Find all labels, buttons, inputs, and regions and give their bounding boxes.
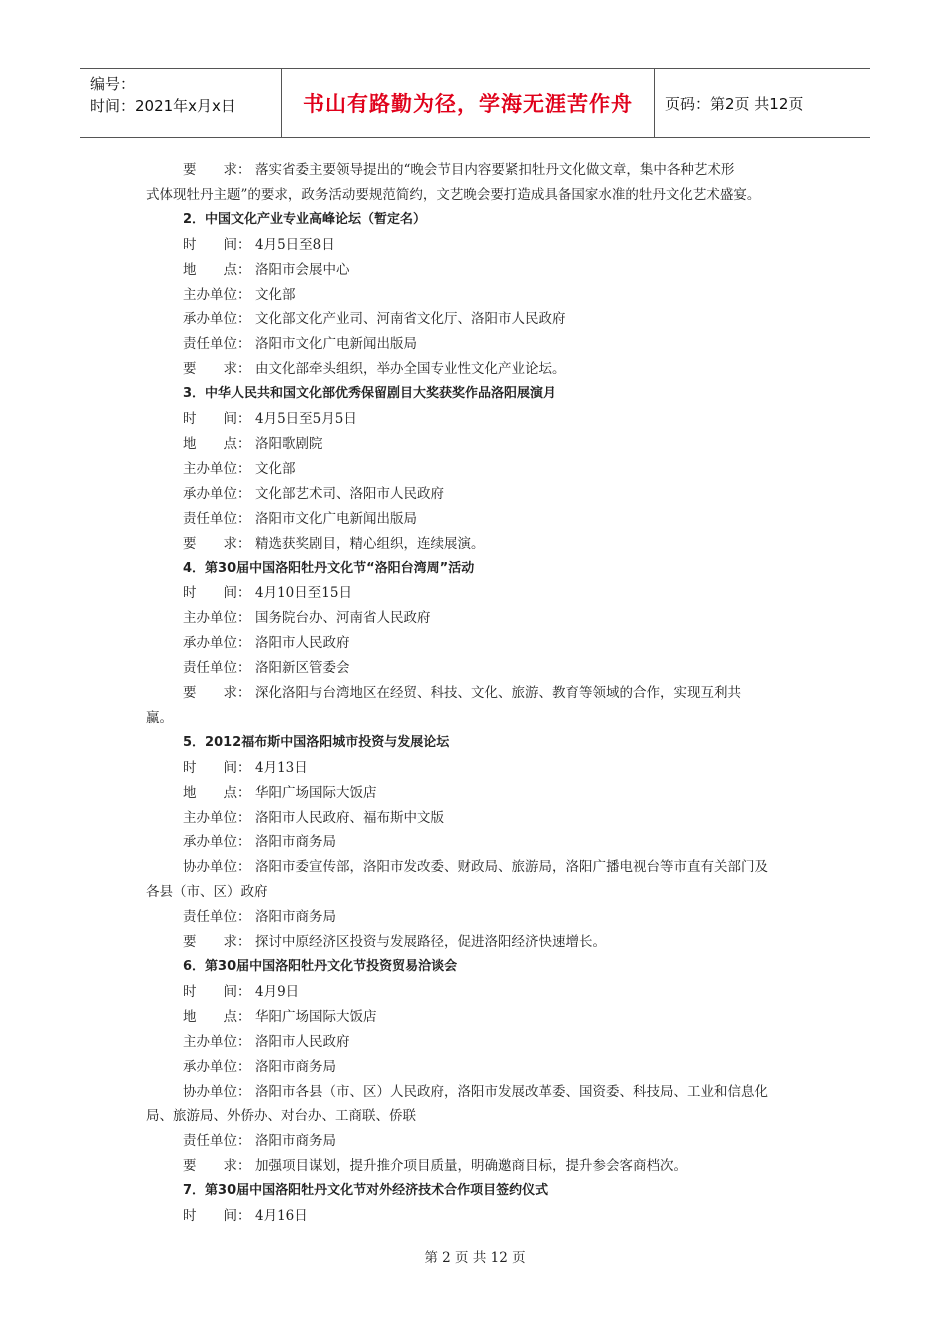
continuation-line: 局、旅游局、外侨办、对台办、工商联、侨联 [146, 1108, 416, 1125]
field-value: 落实省委主要领导提出的“晚会节目内容要紧扣牡丹文化做文章，集中各种艺术形 [255, 162, 735, 178]
field-line [146, 432, 806, 457]
field-line [146, 905, 806, 930]
field-label: 时 间： [183, 585, 251, 602]
field-line [146, 457, 806, 482]
field-label: 责任单位： [183, 909, 251, 926]
field-value: 华阳广场国际大饭店 [255, 1008, 377, 1025]
field-line [146, 631, 806, 656]
field-line [146, 283, 806, 308]
field-line [146, 606, 806, 631]
page-header [80, 68, 870, 138]
field-label: 要 求： [183, 934, 251, 951]
field-value: 洛阳市文化广电新闻出版局 [255, 336, 417, 353]
section-heading: 3．中华人民共和国文化部优秀保留剧目大奖获奖作品洛阳展演月 [183, 386, 557, 402]
header-motto-cell [282, 69, 655, 137]
field-label: 协办单位： [183, 1083, 251, 1100]
field-value: 洛阳市各县（市、区）人民政府，洛阳市发展改革委、国资委、科技局、工业和信息化 [255, 1083, 768, 1100]
field-line [146, 1030, 806, 1055]
field-value: 洛阳市人民政府 [255, 1033, 350, 1050]
field-label: 地 点： [183, 261, 251, 278]
continuation-line: 赢。 [146, 709, 173, 726]
field-label: 要 求： [183, 1158, 251, 1175]
field-value: 深化洛阳与台湾地区在经贸、科技、文化、旅游、教育等领域的合作，实现互利共 [255, 685, 741, 702]
field-line [146, 307, 806, 332]
continuation-line: 各县（市、区）政府 [146, 884, 268, 901]
field-value: 4月10日至15日 [255, 585, 352, 602]
field-label: 承办单位： [183, 1058, 251, 1075]
field-value: 4月16日 [255, 1208, 308, 1225]
field-line [146, 258, 806, 283]
field-value: 洛阳歌剧院 [255, 435, 323, 452]
field-value: 4月5日至8日 [255, 236, 335, 253]
field-label: 责任单位： [183, 660, 251, 677]
field-value: 华阳广场国际大饭店 [255, 784, 377, 801]
field-line [146, 855, 806, 880]
field-line [146, 158, 806, 183]
field-line [146, 830, 806, 855]
field-label: 时 间： [183, 1208, 251, 1225]
field-label: 主办单位： [183, 610, 251, 627]
field-line [146, 806, 806, 831]
section-heading: 6．第30届中国洛阳牡丹文化节投资贸易洽谈会 [183, 959, 458, 974]
field-label: 要 求： [183, 162, 251, 178]
field-value: 加强项目谋划，提升推介项目质量，明确邀商目标，提升参会客商档次。 [255, 1158, 687, 1175]
field-value: 探讨中原经济区投资与发展路径，促进洛阳经济快速增长。 [255, 934, 606, 951]
field-label: 主办单位： [183, 1033, 251, 1050]
field-label: 地 点： [183, 435, 251, 452]
page-footer: 第 2 页 共 12 页 [424, 1250, 526, 1266]
field-line [146, 332, 806, 357]
field-line [146, 1055, 806, 1080]
field-value: 4月13日 [255, 759, 308, 776]
field-line [146, 532, 806, 557]
field-value: 洛阳市商务局 [255, 1058, 336, 1075]
field-label: 地 点： [183, 784, 251, 801]
field-line [146, 1080, 806, 1105]
field-label: 时 间： [183, 411, 251, 428]
field-line [146, 233, 806, 258]
field-label: 协办单位： [183, 859, 251, 876]
header-motto: 书山有路勤为径，学海无涯苦作舟 [303, 92, 633, 116]
field-value: 4月9日 [255, 983, 300, 1000]
section-heading: 4．第30届中国洛阳牡丹文化节“洛阳台湾周”活动 [183, 560, 475, 576]
field-label: 主办单位： [183, 286, 251, 303]
field-label: 责任单位： [183, 510, 251, 527]
field-value: 文化部文化产业司、河南省文化厅、洛阳市人民政府 [255, 311, 566, 328]
field-line [146, 781, 806, 806]
field-label: 时 间： [183, 759, 251, 776]
field-label: 责任单位： [183, 336, 251, 353]
field-value: 洛阳市商务局 [255, 1133, 336, 1150]
field-label: 主办单位： [183, 460, 251, 477]
field-line [146, 357, 806, 382]
continuation-line: 式体现牡丹主题”的要求，政务活动要规范简约，文艺晚会要打造成具备国家水准的牡丹文化艺术盛宴。 [146, 186, 761, 203]
field-line [146, 1129, 806, 1154]
field-line [146, 681, 806, 706]
field-line [146, 980, 806, 1005]
field-label: 承办单位： [183, 635, 251, 652]
field-value: 4月5日至5月5日 [255, 411, 357, 428]
doc-number-label: 编号： [90, 75, 136, 93]
header-page-info: 页码：第2页 共12页 [665, 94, 804, 113]
field-label: 责任单位： [183, 1133, 251, 1150]
section-heading: 2．中国文化产业专业高峰论坛（暂定名） [183, 211, 427, 227]
field-line [146, 1204, 806, 1229]
field-line [146, 407, 806, 432]
field-value: 文化部艺术司、洛阳市人民政府 [255, 485, 444, 502]
field-value: 精选获奖剧目，精心组织，连续展演。 [255, 535, 485, 552]
field-value: 由文化部牵头组织，举办全国专业性文化产业论坛。 [255, 361, 566, 378]
field-line [146, 581, 806, 606]
field-label: 承办单位： [183, 485, 251, 502]
field-line [146, 930, 806, 955]
field-label: 要 求： [183, 535, 251, 552]
field-line [146, 1005, 806, 1030]
field-value: 洛阳市商务局 [255, 909, 336, 926]
section-heading: 5．2012福布斯中国洛阳城市投资与发展论坛 [183, 734, 450, 750]
header-meta [80, 69, 282, 137]
field-label: 承办单位： [183, 834, 251, 851]
doc-time-label: 时间：2021年x月x日 [90, 97, 236, 115]
field-label: 时 间： [183, 983, 251, 1000]
field-label: 承办单位： [183, 311, 251, 328]
field-value: 洛阳市商务局 [255, 834, 336, 851]
field-line [146, 1154, 806, 1179]
field-line [146, 507, 806, 532]
field-value: 国务院台办、河南省人民政府 [255, 610, 431, 627]
field-value: 文化部 [255, 286, 296, 303]
field-value: 洛阳新区管委会 [255, 660, 350, 677]
field-value: 洛阳市文化广电新闻出版局 [255, 510, 417, 527]
field-value: 洛阳市人民政府 [255, 635, 350, 652]
section-heading: 7．第30届中国洛阳牡丹文化节对外经济技术合作项目签约仪式 [183, 1183, 549, 1199]
field-label: 地 点： [183, 1008, 251, 1025]
field-label: 主办单位： [183, 809, 251, 826]
field-line [146, 756, 806, 781]
field-value: 文化部 [255, 460, 296, 477]
document-body [146, 158, 806, 1229]
field-label: 时 间： [183, 236, 251, 253]
field-value: 洛阳市会展中心 [255, 261, 350, 278]
field-line [146, 482, 806, 507]
field-line [146, 656, 806, 681]
field-value: 洛阳市人民政府、福布斯中文版 [255, 809, 444, 826]
field-value: 洛阳市委宣传部，洛阳市发改委、财政局、旅游局，洛阳广播电视台等市直有关部门及 [255, 859, 768, 876]
field-label: 要 求： [183, 361, 251, 378]
field-label: 要 求： [183, 685, 251, 702]
